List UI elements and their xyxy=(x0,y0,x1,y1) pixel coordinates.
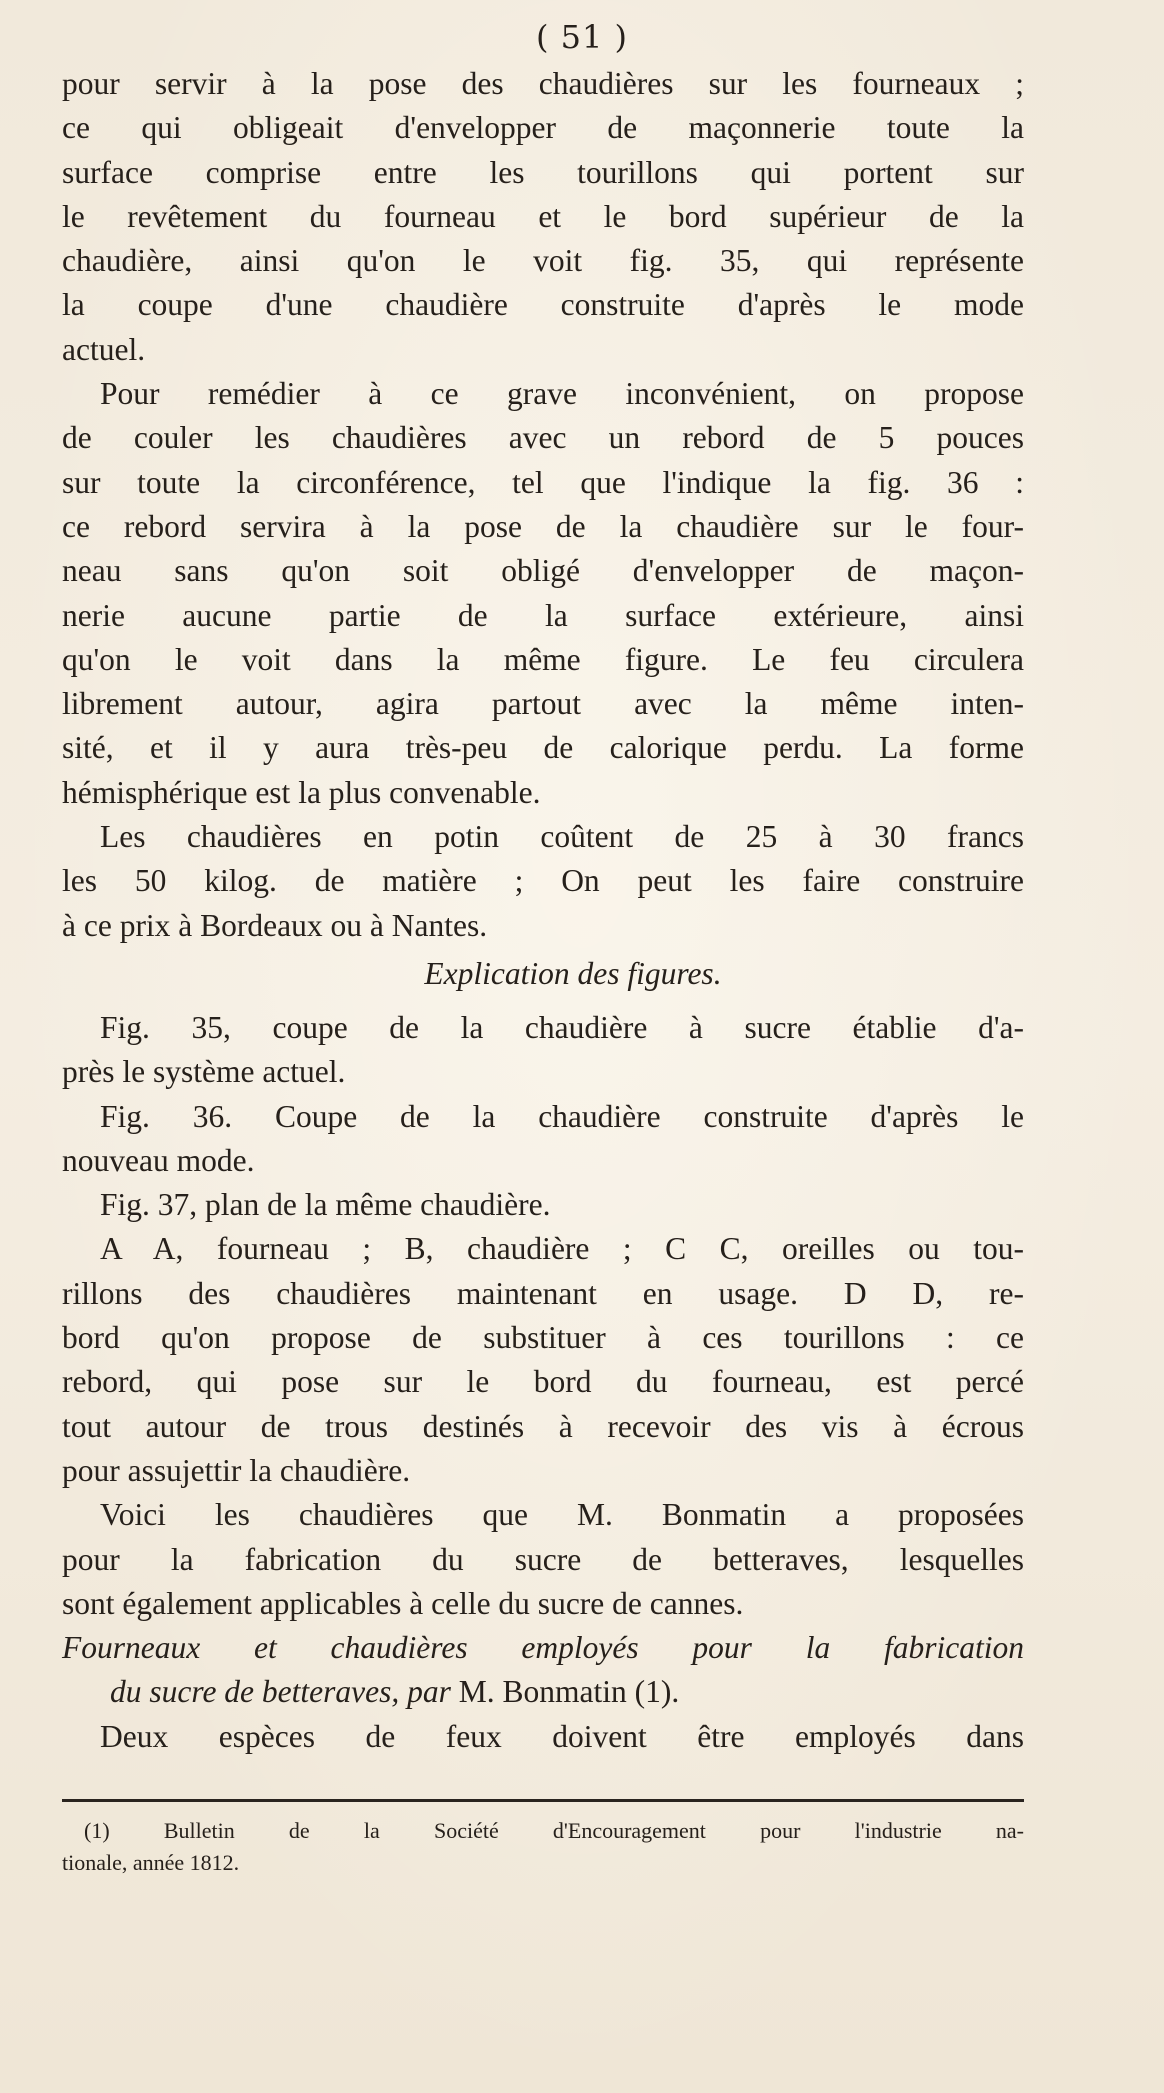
text-line: rebord, qui pose sur le bord du fourneau, est percé xyxy=(62,1364,1024,1400)
paragraph-fig-37 xyxy=(62,1183,1024,1227)
text-line: sont également applicables à celle du sucre de cannes. xyxy=(62,1585,744,1621)
text-line: chaudière, ainsi qu'on le voit fig. 35, qui représente xyxy=(62,243,1024,279)
text-line: surface comprise entre les tourillons qui portent sur xyxy=(62,154,1024,190)
text-line: rillons des chaudières maintenant en usage. D D, re- xyxy=(62,1275,1024,1311)
paragraph-legend xyxy=(62,1227,1024,1493)
text-line: nerie aucune partie de la surface extérieure, ainsi xyxy=(62,597,1024,633)
footnote xyxy=(62,1815,1024,1879)
text-line: les 50 kilog. de matière ; On peut les faire construire xyxy=(62,863,1024,899)
text-line: la coupe d'une chaudière construite d'après le mode xyxy=(62,287,1024,323)
footnote-rule xyxy=(62,1799,1024,1802)
text-line: nouveau mode. xyxy=(62,1142,255,1178)
footnote-line: tionale, année 1812. xyxy=(62,1850,240,1875)
text-line: A A, fourneau ; B, chaudière ; C C, oreilles ou tou- xyxy=(100,1231,1024,1267)
text-line: hémisphérique est la plus convenable. xyxy=(62,774,541,810)
text-line: près le système actuel. xyxy=(62,1054,346,1090)
text-line: sur toute la circonférence, tel que l'indique la fig. 36 : xyxy=(62,464,1024,500)
body-text xyxy=(62,62,1024,1759)
italic-title-line xyxy=(62,1670,1024,1714)
paragraph-final xyxy=(62,1715,1024,1759)
paragraph-2 xyxy=(62,372,1024,815)
text-line: actuel. xyxy=(62,331,146,367)
text-line: Voici les chaudières que M. Bonmatin a proposées xyxy=(100,1497,1024,1533)
paragraph-fig-36 xyxy=(62,1095,1024,1184)
text-line: librement autour, agira partout avec la même inten- xyxy=(62,686,1024,722)
text-line: bord qu'on propose de substituer à ces tourillons : ce xyxy=(62,1320,1024,1356)
text-line: Fig. 37, plan de la même chaudière. xyxy=(100,1187,551,1223)
text-line: pour servir à la pose des chaudières sur les fourneaux ; xyxy=(62,66,1024,101)
text-line: à ce prix à Bordeaux ou à Nantes. xyxy=(62,907,488,943)
footnote-line: (1) Bulletin de la Société d'Encouragement pour l'industrie na- xyxy=(84,1818,1024,1843)
text-line: neau sans qu'on soit obligé d'envelopper de maçon- xyxy=(62,553,1024,589)
text-line: Fig. 35, coupe de la chaudière à sucre établie d'a- xyxy=(100,1009,1024,1045)
section-heading: Explication des figures. xyxy=(424,955,722,991)
italic-title xyxy=(62,1626,1024,1715)
text-line: qu'on le voit dans la même figure. Le feu circulera xyxy=(62,641,1024,677)
text-line: ce rebord servira à la pose de la chaudière sur le four- xyxy=(62,508,1024,544)
text-line: tout autour de trous destinés à recevoir des vis à écrous xyxy=(62,1408,1024,1444)
italic-title-line: Fourneaux et chaudières employés pour la fabrication xyxy=(62,1630,1024,1666)
text-line: le revêtement du fourneau et le bord supérieur de la xyxy=(62,198,1024,234)
text-line: pour la fabrication du sucre de betteraves, lesquelles xyxy=(62,1541,1024,1577)
page-number: ( 51 ) xyxy=(535,18,629,56)
text-line: ce qui obligeait d'envelopper de maçonnerie toute la xyxy=(62,110,1024,146)
paragraph-bonmatin xyxy=(62,1493,1024,1626)
text-line: Deux espèces de feux doivent être employés dans xyxy=(100,1718,1024,1754)
text-line: de couler les chaudières avec un rebord de 5 pouces xyxy=(62,420,1024,456)
paragraph-1 xyxy=(62,62,1024,372)
author-name: M. Bonmatin (1). xyxy=(458,1674,680,1710)
text-line: pour assujettir la chaudière. xyxy=(62,1452,411,1488)
text-line: Fig. 36. Coupe de la chaudière construite d'après le xyxy=(100,1098,1024,1134)
italic-title-text: du sucre de betteraves, par xyxy=(110,1674,451,1710)
text-line: Les chaudières en potin coûtent de 25 à 30 francs xyxy=(100,819,1024,855)
text-line: sité, et il y aura très-peu de calorique perdu. La forme xyxy=(62,730,1024,766)
paragraph-fig-35 xyxy=(62,1006,1024,1095)
text-line: Pour remédier à ce grave inconvénient, on propose xyxy=(100,376,1024,412)
paragraph-3 xyxy=(62,815,1024,948)
